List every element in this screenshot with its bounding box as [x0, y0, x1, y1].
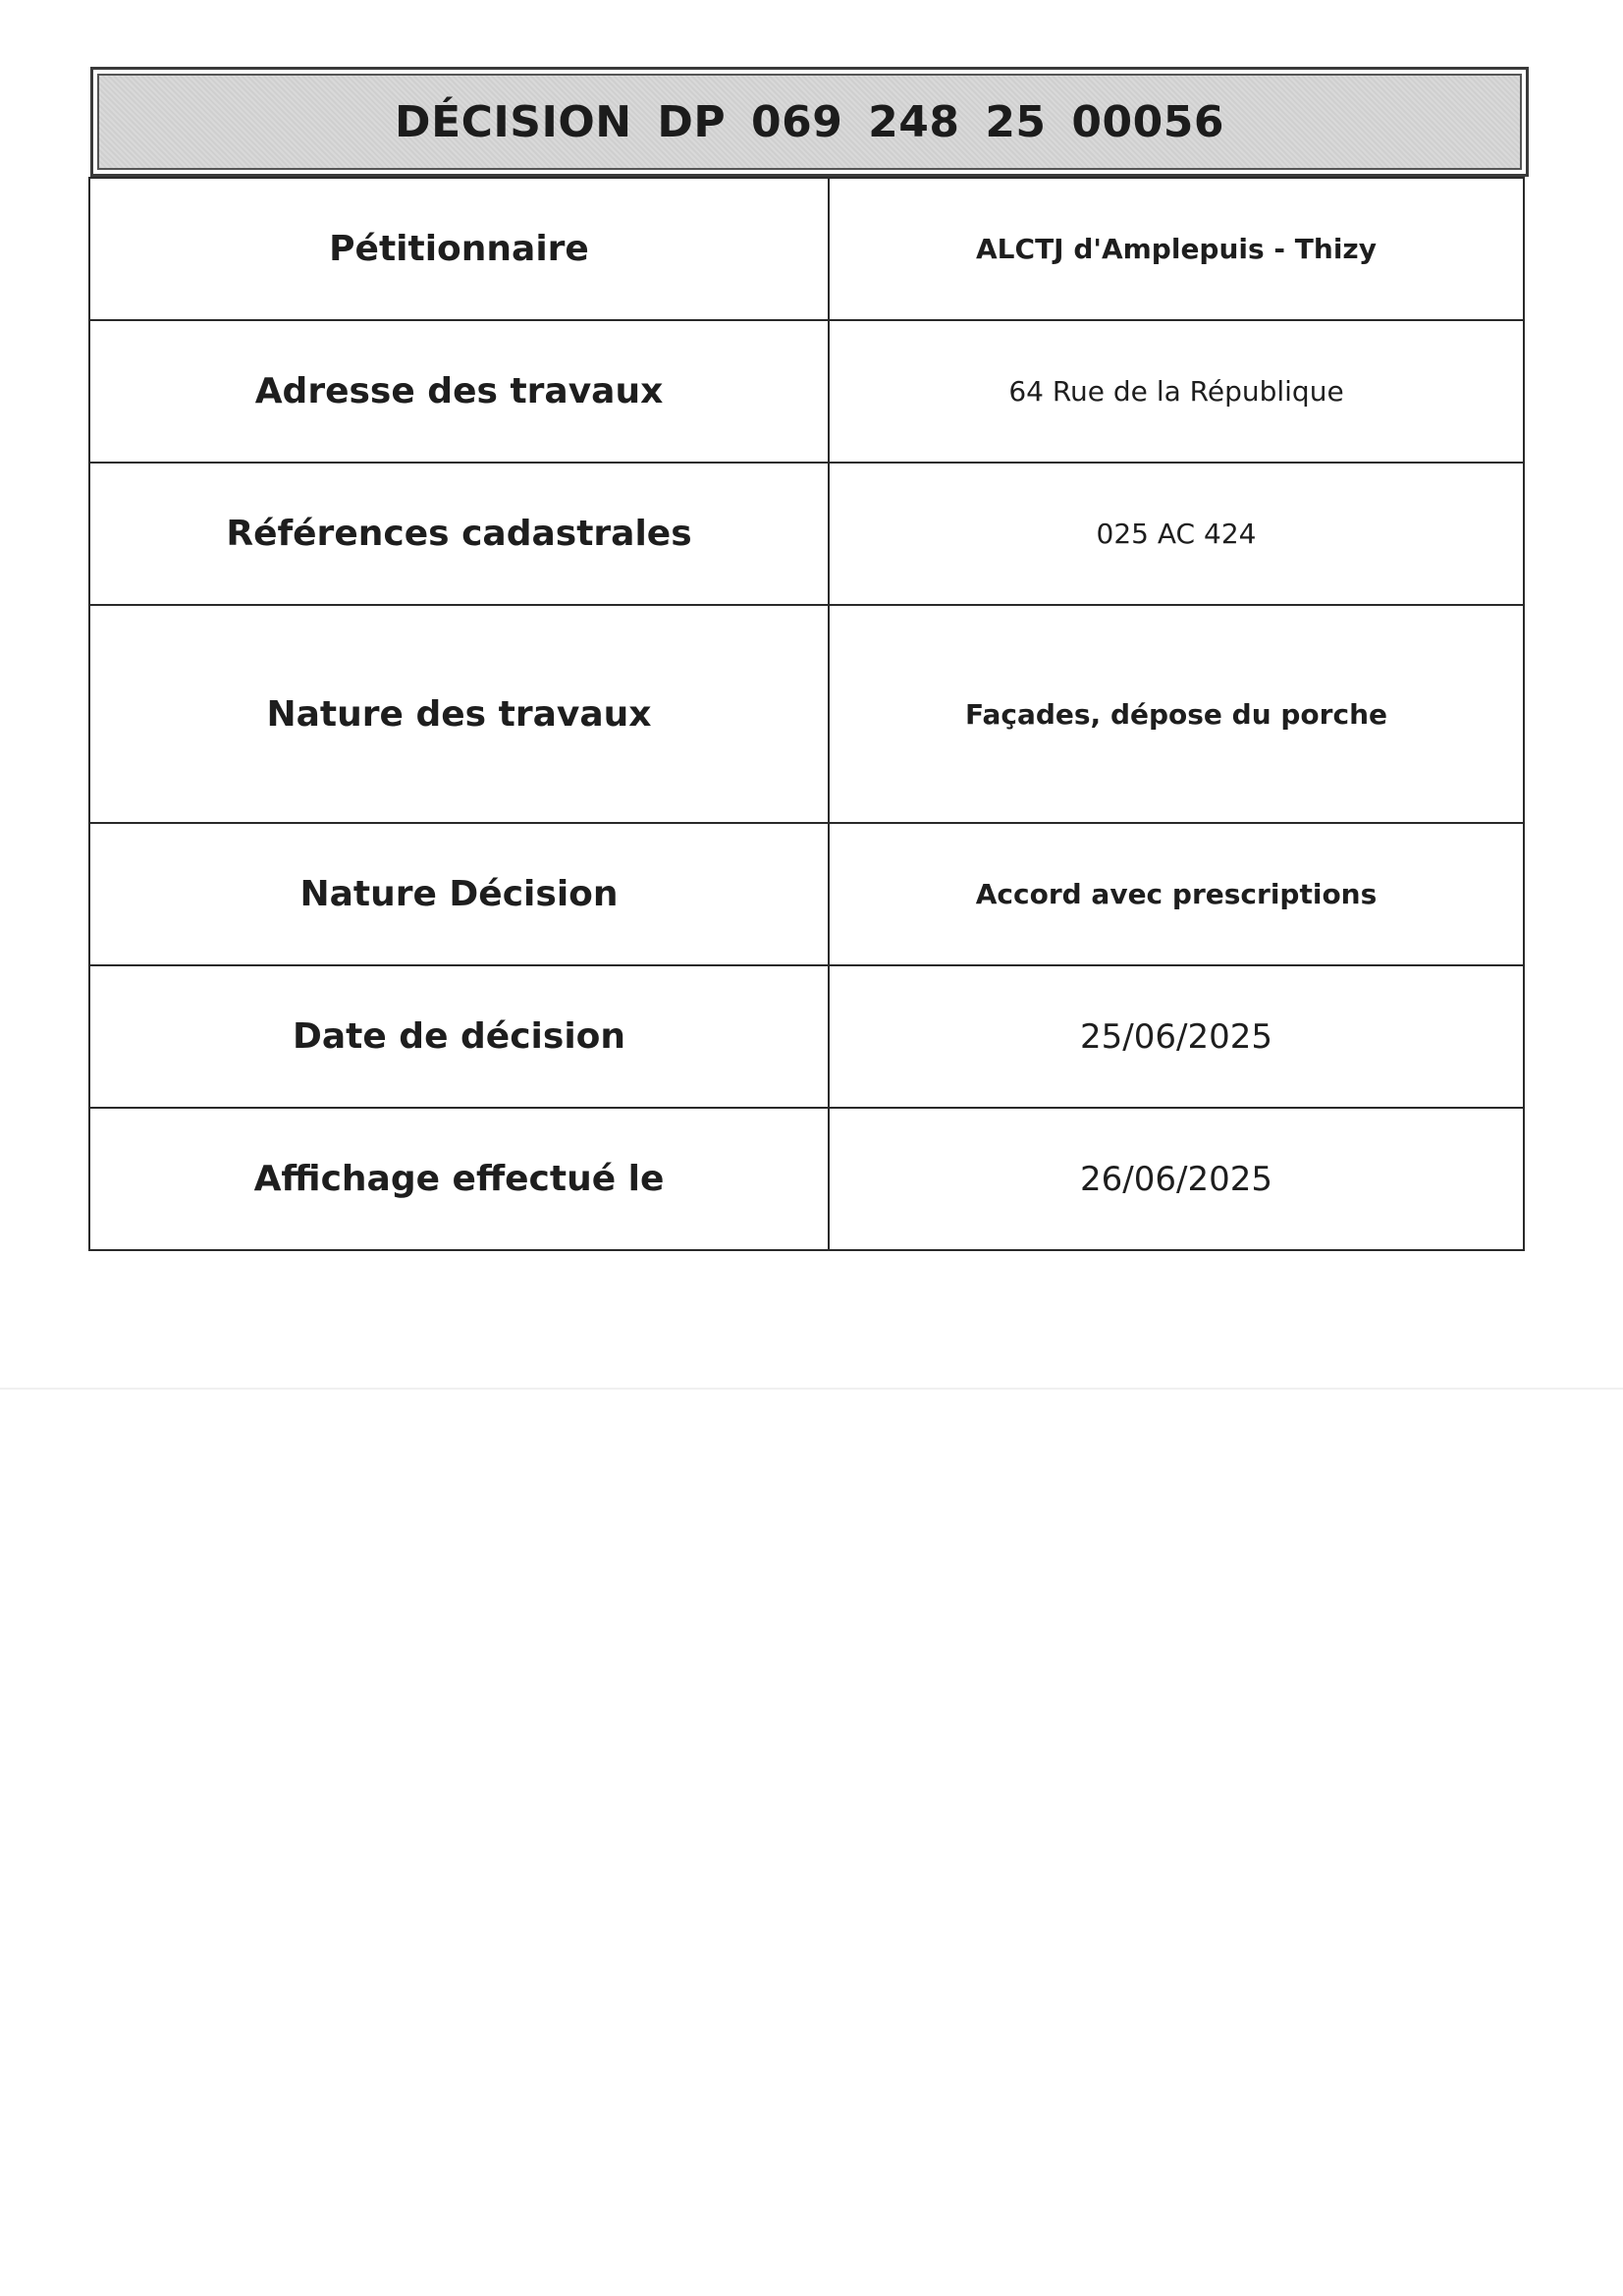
- value-date-decision: 25/06/2025: [829, 965, 1524, 1108]
- value-nature-decision: Accord avec prescriptions: [829, 823, 1524, 965]
- page-fold-line: [0, 1388, 1623, 1390]
- label-affichage: Affichage effectué le: [89, 1108, 829, 1250]
- decision-header-band: [97, 74, 1522, 170]
- value-adresse-travaux: 64 Rue de la République: [829, 320, 1524, 463]
- label-nature-decision: Nature Décision: [89, 823, 829, 965]
- row-references-cadastrales: [89, 463, 1524, 605]
- row-affichage: [89, 1108, 1524, 1250]
- label-date-decision: Date de décision: [89, 965, 829, 1108]
- decision-title: DÉCISION DP 069 248 25 00056: [395, 96, 1224, 147]
- row-nature-travaux: [89, 605, 1524, 823]
- label-adresse-travaux: Adresse des travaux: [89, 320, 829, 463]
- row-nature-decision: [89, 823, 1524, 965]
- value-nature-travaux: Façades, dépose du porche: [829, 605, 1524, 823]
- decision-details-table: [88, 177, 1525, 1251]
- label-nature-travaux: Nature des travaux: [89, 605, 829, 823]
- decision-header-box: [90, 67, 1529, 177]
- label-references-cadastrales: Références cadastrales: [89, 463, 829, 605]
- value-references-cadastrales: 025 AC 424: [829, 463, 1524, 605]
- value-petitionnaire: ALCTJ d'Amplepuis - Thizy: [829, 178, 1524, 320]
- row-adresse-travaux: [89, 320, 1524, 463]
- row-petitionnaire: [89, 178, 1524, 320]
- value-affichage: 26/06/2025: [829, 1108, 1524, 1250]
- row-date-decision: [89, 965, 1524, 1108]
- label-petitionnaire: Pétitionnaire: [89, 178, 829, 320]
